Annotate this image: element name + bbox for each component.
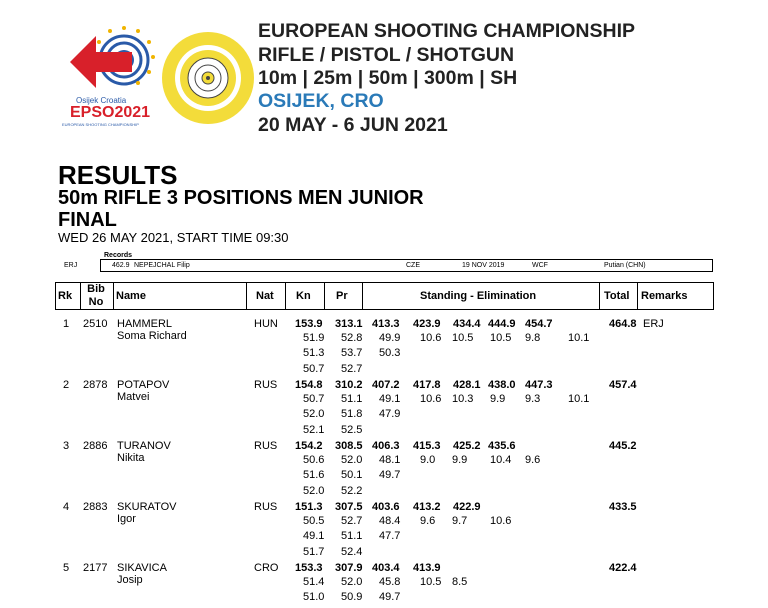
epso-logo [58, 22, 158, 134]
phase-title: FINAL [58, 209, 117, 231]
prone-total: 310.2 [335, 379, 363, 391]
bib-cell: 2878 [83, 379, 108, 391]
standing-elimination-score: 425.2 [453, 440, 481, 452]
kneeling-total: 154.8 [295, 379, 323, 391]
nation-cell: CRO [254, 562, 279, 574]
total-score: 445.2 [609, 440, 637, 452]
kneeling-series: 51.4 [303, 576, 325, 588]
athlete-last-name: TURANOV [117, 440, 171, 452]
elimination-shot: 10.6 [490, 515, 512, 527]
col-header-bib: Bib No [87, 283, 105, 308]
nation-cell: RUS [254, 440, 278, 452]
col-header-kn: Kn [296, 290, 311, 302]
kneeling-series: 52.1 [303, 423, 325, 436]
col-header-total: Total [604, 290, 630, 302]
standing-series: 49.1 [379, 393, 401, 405]
elimination-shot: 9.0 [420, 454, 436, 466]
elimination-shot: 10.1 [568, 393, 590, 405]
results-title: RESULTS [58, 160, 178, 190]
record-name: NEPEJCHAL Filip [134, 262, 190, 269]
nation-cell: RUS [254, 379, 278, 391]
prone-series: 52.7 [341, 362, 363, 375]
elimination-shot: 10.1 [568, 332, 590, 344]
standing-elimination-score: 428.1 [453, 379, 481, 391]
esc-logo [160, 28, 256, 128]
standing-elimination-score: 407.2 [372, 379, 400, 391]
athlete-last-name: POTAPOV [117, 379, 170, 391]
prone-series: 52.4 [341, 545, 363, 558]
kneeling-series: 51.3 [303, 347, 325, 360]
record-comp: WCF [532, 262, 548, 269]
kneeling-total: 154.2 [295, 440, 323, 452]
standing-series: 49.7 [379, 469, 401, 482]
esc-logo-graphic [160, 28, 256, 128]
col-divider [637, 282, 638, 310]
elimination-shot: 10.6 [420, 332, 442, 344]
col-header-pr: Pr [336, 290, 348, 302]
standing-elimination-score: 422.9 [453, 501, 481, 513]
kneeling-series: 50.6 [303, 454, 325, 466]
prone-series: 51.1 [341, 530, 363, 543]
standing-series: 47.7 [379, 530, 401, 543]
prone-series: 50.1 [341, 469, 363, 482]
col-header-name: Name [116, 290, 146, 302]
col-divider [362, 282, 363, 310]
rank-cell: 4 [63, 501, 70, 513]
prone-total: 308.5 [335, 440, 363, 452]
col-header-standing: Standing - Elimination [420, 290, 537, 302]
total-score: 457.4 [609, 379, 637, 391]
epso-sub: EUROPEAN SHOOTING CHAMPIONSHIP [62, 122, 139, 127]
record-score: 462.9 [112, 262, 130, 269]
elimination-shot: 10.6 [420, 393, 442, 405]
col-header-remarks: Remarks [641, 290, 688, 302]
elimination-shot: 10.5 [490, 332, 512, 344]
prone-series: 52.8 [341, 332, 363, 344]
event-date: WED 26 MAY 2021, START TIME 09:30 [58, 230, 289, 245]
prone-series: 52.5 [341, 423, 363, 436]
kneeling-series: 52.0 [303, 408, 325, 421]
standing-elimination-score: 438.0 [488, 379, 516, 391]
prone-series: 51.1 [341, 393, 363, 405]
elimination-shot: 10.3 [452, 393, 474, 405]
col-divider [285, 282, 286, 310]
elimination-shot: 9.9 [452, 454, 468, 466]
header-distances: 10m | 25m | 50m | 300m | SH [258, 67, 518, 89]
elimination-shot: 10.5 [452, 332, 474, 344]
elimination-shot: 9.6 [525, 454, 541, 466]
standing-series: 49.7 [379, 591, 401, 604]
header-title: EUROPEAN SHOOTING CHAMPIONSHIP [258, 20, 636, 42]
col-header-nat: Nat [256, 290, 274, 302]
standing-elimination-score: 415.3 [413, 440, 441, 452]
kneeling-total: 153.3 [295, 562, 323, 574]
standing-elimination-score: 417.8 [413, 379, 441, 391]
kneeling-series: 50.7 [303, 362, 325, 375]
prone-series: 52.2 [341, 484, 363, 497]
epso-city: Osijek Croatia [76, 96, 127, 105]
kneeling-series: 51.0 [303, 591, 325, 604]
record-nat: CZE [406, 262, 420, 269]
rank-cell: 3 [63, 440, 70, 452]
kneeling-total: 151.3 [295, 501, 323, 513]
athlete-first-name: Nikita [117, 452, 145, 464]
prone-total: 307.9 [335, 562, 363, 574]
elimination-shot: 10.4 [490, 454, 512, 466]
kneeling-series: 49.1 [303, 530, 325, 543]
standing-elimination-score: 406.3 [372, 440, 400, 452]
prone-series: 52.0 [341, 576, 363, 588]
bib-cell: 2883 [83, 501, 108, 513]
standing-elimination-score: 444.9 [488, 318, 516, 330]
total-score: 422.4 [609, 562, 637, 574]
prone-series: 53.7 [341, 347, 363, 360]
standing-elimination-score: 434.4 [453, 318, 481, 330]
header-disciplines: RIFLE / PISTOL / SHOTGUN [258, 44, 515, 66]
bib-cell: 2177 [83, 562, 108, 574]
nation-cell: HUN [254, 318, 278, 330]
col-header-rank: Rk [58, 290, 73, 302]
elimination-shot: 8.5 [452, 576, 468, 588]
rank-cell: 2 [63, 379, 70, 391]
total-score: 464.8 [609, 318, 637, 330]
col-divider [246, 282, 247, 310]
athlete-first-name: Soma Richard [117, 330, 187, 342]
standing-elimination-score: 403.6 [372, 501, 400, 513]
athlete-first-name: Igor [117, 513, 136, 525]
kneeling-series: 50.7 [303, 393, 325, 405]
standing-series: 48.1 [379, 454, 401, 466]
athlete-last-name: SIKAVICA [117, 562, 167, 574]
elimination-shot: 9.9 [490, 393, 506, 405]
elimination-shot: 9.3 [525, 393, 541, 405]
kneeling-series: 51.9 [303, 332, 325, 344]
prone-series: 50.9 [341, 591, 363, 604]
col-divider [324, 282, 325, 310]
header-dates: 20 MAY - 6 JUN 2021 [258, 114, 448, 136]
kneeling-series: 51.6 [303, 469, 325, 482]
prone-series: 52.7 [341, 515, 363, 527]
elimination-shot: 9.8 [525, 332, 541, 344]
remarks-cell: ERJ [643, 318, 664, 330]
col-divider [113, 282, 114, 310]
event-title: 50m RIFLE 3 POSITIONS MEN JUNIOR [58, 187, 424, 209]
col-divider [80, 282, 81, 310]
kneeling-series: 50.5 [303, 515, 325, 527]
standing-elimination-score: 413.3 [372, 318, 400, 330]
elimination-shot: 10.5 [420, 576, 442, 588]
standing-series: 47.9 [379, 408, 401, 421]
col-divider [599, 282, 600, 310]
prone-series: 51.8 [341, 408, 363, 421]
header-location: OSIJEK, CRO [258, 90, 384, 112]
kneeling-total: 153.9 [295, 318, 323, 330]
prone-total: 313.1 [335, 318, 363, 330]
bib-cell: 2886 [83, 440, 108, 452]
elimination-shot: 9.6 [420, 515, 436, 527]
record-date: 19 NOV 2019 [462, 262, 505, 269]
prone-total: 307.5 [335, 501, 363, 513]
bib-cell: 2510 [83, 318, 108, 330]
kneeling-series: 51.7 [303, 545, 325, 558]
kneeling-series: 52.0 [303, 484, 325, 497]
standing-series: 45.8 [379, 576, 401, 588]
nation-cell: RUS [254, 501, 278, 513]
standing-series: 48.4 [379, 515, 401, 527]
athlete-first-name: Josip [117, 574, 143, 586]
records-heading: Records [104, 252, 133, 259]
record-place: Putian (CHN) [604, 262, 646, 269]
athlete-first-name: Matvei [117, 391, 150, 403]
elimination-shot: 9.7 [452, 515, 468, 527]
standing-elimination-score: 413.2 [413, 501, 441, 513]
record-type: ERJ [64, 262, 78, 269]
total-score: 433.5 [609, 501, 637, 513]
standing-elimination-score: 423.9 [413, 318, 441, 330]
rank-cell: 5 [63, 562, 70, 574]
prone-series: 52.0 [341, 454, 363, 466]
standing-elimination-score: 403.4 [372, 562, 400, 574]
standing-elimination-score: 447.3 [525, 379, 553, 391]
standing-elimination-score: 413.9 [413, 562, 441, 574]
rank-cell: 1 [63, 318, 70, 330]
athlete-last-name: SKURATOV [117, 501, 177, 513]
standing-elimination-score: 454.7 [525, 318, 553, 330]
standing-series: 50.3 [379, 347, 401, 360]
athlete-last-name: HAMMERL [117, 318, 173, 330]
standing-series: 49.9 [379, 332, 401, 344]
epso-name: EPSO2021 [70, 104, 151, 121]
standing-elimination-score: 435.6 [488, 440, 516, 452]
